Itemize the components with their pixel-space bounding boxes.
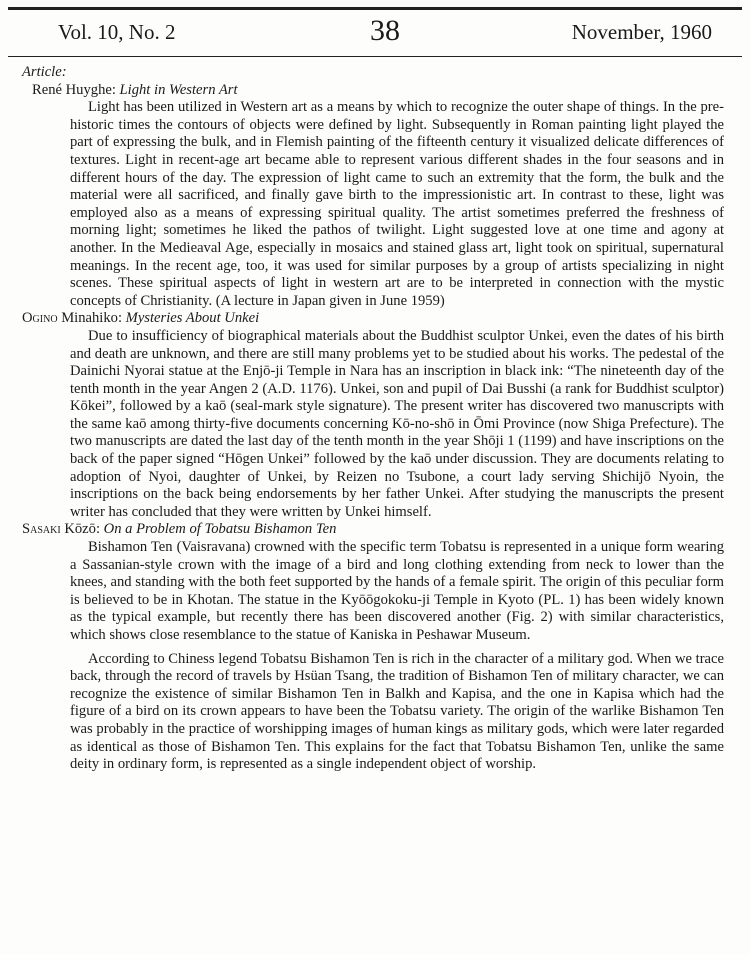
article-title: On a Problem of Tobatsu Bishamon Ten <box>103 521 337 538</box>
heading-separator: : <box>111 81 120 98</box>
article-author: Kōzō <box>64 521 96 538</box>
heading-separator: : <box>117 310 126 327</box>
article-paragraph: Bishamon Ten (Vaisravana) crowned with the specific term Tobatsu is represented in a unique form wearing a Sassanian-style crown with the image of a bird and long clothing extending from neck to lower than the knees, and standing with the both feet supported by the hands of a female spirit. The origin of this peculiar form is believed to be in Khotan. The statue in the Kyōōgokoku-ji Temple in Kyoto (PL. 1) has been widely known as the typical example, but recently there has been discovered another (Fig. 2) with similar characteristics, which shows close resemblance to the statue of Kaniska in Peshawar Museum. <box>70 539 724 643</box>
heading-separator: : <box>95 521 104 538</box>
top-rule <box>8 7 742 10</box>
article-paragraph: According to Chiness legend Tobatsu Bishamon Ten is rich in the character of a military god. When we trace back, through the record of travels by Hsüan Tsang, the tradition of Bishamon Ten of military character, we can recognize the existence of similar Bishamon Ten in Balkh and Kapisa, and the one in Kapisa which had the figure of a bird on its crown appears to have been the Tobatsu variety. The origin of the warlike Bishamon Ten was probably in the practice of worshipping images of human kings as military gods, which were later regarded as identical as those of Bishamon Ten. This explains for the fact that Tobatsu Bishamon Ten, unlike the same deity in ordinary form, is represented as a single independent object of worship. <box>70 650 724 773</box>
article-content <box>22 64 724 774</box>
article-heading <box>22 310 724 328</box>
running-header <box>58 14 712 54</box>
section-label: Article: <box>22 64 67 80</box>
article-author-surname: Sasaki <box>22 521 61 538</box>
article-author: Minahiko <box>61 310 118 327</box>
header-rule <box>8 56 742 57</box>
article-title: Mysteries About Unkei <box>125 310 260 327</box>
article-paragraph: Light has been utilized in Western art as a means by which to recognize the outer shape of things. In the pre-historic times the contours of objects were defined by light. Subsequently in Roman painting light played the part of expressing the bulk, and in Flemish painting of the fifteenth century it visualized delicate differences of textures. Light in recent-age art became able to represent various different shades in the four seasons and in different hours of the day. The expression of light came to such an extremity that the form, the bulk and the material were all sacrificed, and finally gave birth to the impressionistic art. In contrast to these, light was employed also as a means of expressing spiritual quality. The artist sometimes preferred the freshness of morning light; sometimes he liked the pathos of twilight. Light suggested love at one time and agony at another. In the Medieaval Age, especially in mosaics and stained glass art, light took on spiritual, supernatural meanings. In the recent age, too, it was used for similar purposes by a group of artists specializing in night scenes. These spiritual aspects of light in western art are to be interpreted in connection with the mystic concepts of Christianity. (A lecture in Japan given in June 1959) <box>70 99 724 309</box>
article-title: Light in Western Art <box>119 81 238 98</box>
volume-issue: Vol. 10, No. 2 <box>58 20 176 44</box>
article-author-surname: Ogino <box>22 310 58 327</box>
article-paragraph: Due to insufficiency of biographical materials about the Buddhist sculptor Unkei, even the dates of his birth and death are unknown, and there are still many problems yet to be studied about his works. The pedestal of the Dainichi Nyorai statue at the Enjō-ji Temple in Nara has an inscription in black ink: “The nineteenth day of the tenth month in the year Angen 2 (A.D. 1176). Unkei, son and pupil of Dai Busshi (a rank for Buddhist sculptor) Kōkei”, followed by a kaō (seal-mark style signature). The present writer has discovered two manuscripts with the same kaō among thirty-five documents concerning Kō-no-shō in Ōmi Province (now Shiga Prefecture). The two manuscripts are dated the last day of the tenth month in the year Shōji 1 (1199) and have inscriptions on the back of the paper signed “Hōgen Unkei” followed by the kaō under discussion. They are documents relating to adoption of Nyoi, daughter of Unkei, by Reizen no Tsubone, a court lady serving Shichijō Nyoin, the inscriptions on the back being endorsements by her father Unkei. After studying the manuscripts the present writer has concluded that they were written by Unkei himself. <box>70 327 724 520</box>
page-number: 38 <box>370 14 400 47</box>
issue-date: November, 1960 <box>571 20 712 44</box>
article-heading <box>32 82 724 100</box>
article-heading <box>22 521 724 539</box>
article-author: René Huyghe <box>32 81 112 98</box>
